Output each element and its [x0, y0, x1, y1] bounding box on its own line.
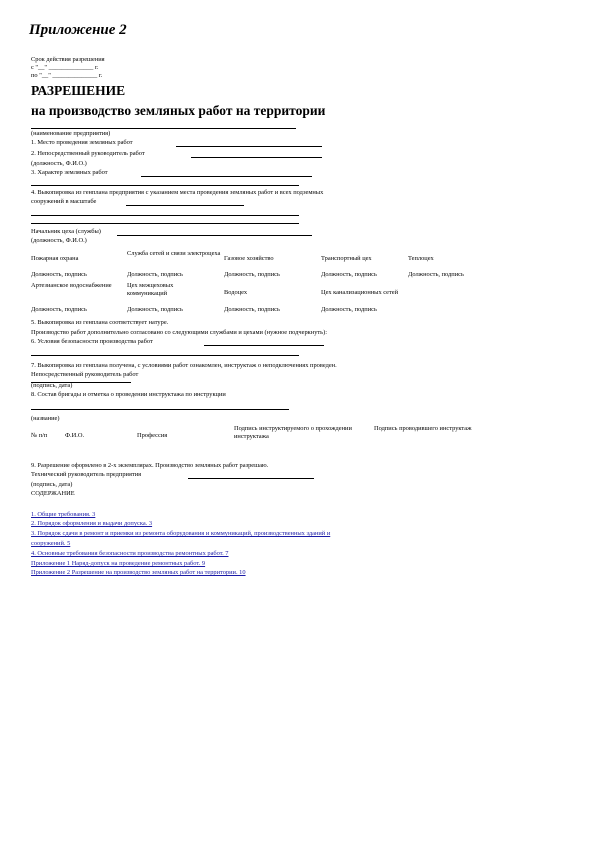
name-caption: (название)	[31, 415, 60, 422]
brigade-col-name: Ф.И.О.	[65, 432, 85, 439]
validity-from: с "__" ______________ г.	[31, 64, 99, 71]
approval-fire: Пожарная охрана	[31, 255, 79, 262]
approval-heat: Теплоцех	[408, 255, 434, 262]
item-3: 3. Характер земляных работ	[31, 169, 108, 176]
tech-manager-line	[188, 478, 314, 479]
item-3-line	[141, 176, 312, 177]
approval-signature: Должность, подпись	[408, 271, 464, 278]
toc-link[interactable]: Приложение 1 Наряд-допуск на проведение ремонтных работ. 9	[31, 560, 206, 567]
enterprise-line	[31, 128, 296, 129]
approval-signature: Должность, подпись	[31, 271, 87, 278]
toc-link[interactable]: Приложение 2 Разрешение на производство земляных работ на территории. 10	[31, 569, 246, 576]
item-5: 5. Выкопировка из генплана соответствует натуре.	[31, 319, 169, 326]
approval-signature: Должность, подпись	[224, 271, 280, 278]
item-3-line-2	[31, 185, 299, 186]
approval-signature: Должность, подпись	[321, 271, 377, 278]
approval-signature: Должность, подпись	[31, 306, 87, 313]
approval-intershop: Цех межцеховых коммуникаций	[127, 282, 174, 297]
appendix-title: Приложение 2	[29, 22, 127, 38]
toc-link[interactable]: 1. Общие требования. 3	[31, 511, 96, 518]
brigade-col-instructed-signature: Подпись инструктируемого о прохождении инструктажа	[234, 425, 352, 440]
item-8: 8. Состав бригады и отметка о проведении инструктажа по инструкции	[31, 391, 226, 398]
approval-networks: Служба сетей и связи электроцеха	[127, 250, 221, 257]
item-4: 4. Выкопировка из генплана предприятия с указанием места проведения земляных работ и всех подземных	[31, 189, 324, 196]
shop-head-label: Начальник цеха (службы)	[31, 228, 101, 235]
toc-link[interactable]: 4. Основные требования безопасности производства ремонтных работ. 7	[31, 550, 229, 557]
position-caption-2: (должность, Ф.И.О.)	[31, 237, 87, 244]
signature-date-caption: (подпись, дата)	[31, 382, 73, 389]
direct-manager-label: Непосредственный руководитель работ	[31, 371, 139, 378]
brigade-col-number: № п/п	[31, 432, 48, 439]
approval-signature: Должность, подпись	[224, 306, 280, 313]
tech-manager-label: Технический руководитель предприятия	[31, 471, 142, 478]
validity-label: Срок действия разрешения	[31, 56, 105, 63]
approval-artesian: Артезианское водоснабжение	[31, 282, 112, 289]
approval-signature: Должность, подпись	[321, 306, 377, 313]
contents-title: СОДЕРЖАНИЕ	[31, 490, 75, 497]
plan-line-2	[31, 223, 299, 224]
approval-gas: Газовое хозяйство	[224, 255, 274, 262]
document-subtitle: на производство земляных работ на территории	[31, 103, 326, 118]
item-6: 6. Условия безопасности производства работ	[31, 338, 153, 345]
item-5-note: Производство работ дополнительно согласовано со следующими службами и цехами (нужное подчеркнуть):	[31, 329, 327, 336]
toc-link[interactable]: сооружений. 5	[31, 540, 71, 547]
brigade-col-instructor-signature: Подпись проводившего инструктаж	[374, 425, 472, 432]
scale-line	[126, 205, 244, 206]
enterprise-caption: (наименование предприятия)	[31, 130, 111, 137]
item-1: 1. Место проведения земляных работ	[31, 139, 133, 146]
item-6-line-2	[31, 355, 299, 356]
plan-line-1	[31, 215, 299, 216]
toc-link[interactable]: 3. Порядок сдачи в ремонт и приемки из ремонта оборудования и коммуникаций, производственных зданий и	[31, 530, 331, 537]
signature-date-caption: (подпись, дата)	[31, 481, 73, 488]
approval-water: Водоцех	[224, 289, 248, 296]
validity-to: по "__" ______________ г.	[31, 72, 103, 79]
item-2: 2. Непосредственный руководитель работ	[31, 150, 145, 157]
item-9: 9. Разрешение оформлено в 2-х экземплярах. Производство земляных работ разрешаю.	[31, 462, 269, 469]
item-2-line	[191, 157, 322, 158]
position-caption-1: (должность, Ф.И.О.)	[31, 160, 87, 167]
approval-signature: Должность, подпись	[127, 271, 183, 278]
instruction-line	[31, 409, 289, 410]
brigade-col-profession: Профессия	[137, 432, 168, 439]
item-6-line	[204, 345, 324, 346]
toc-link[interactable]: 2. Порядок оформления и выдачи допуска. 3	[31, 520, 153, 527]
shop-head-line	[117, 235, 312, 236]
item-1-line	[176, 146, 322, 147]
brigade-table-header	[31, 425, 501, 447]
approval-sewer: Цех канализационных сетей	[321, 289, 399, 296]
approvals-grid	[31, 250, 501, 320]
item-7: 7. Выкопировка из генплана получена, с условиями работ ознакомлен, инструктаж о неподключениях проведен.	[31, 362, 337, 369]
approval-signature: Должность, подпись	[127, 306, 183, 313]
item-4-scale: сооружений в масштабе	[31, 198, 97, 205]
approval-transport: Транспортный цех	[321, 255, 372, 262]
document-title: РАЗРЕШЕНИЕ	[31, 83, 126, 98]
